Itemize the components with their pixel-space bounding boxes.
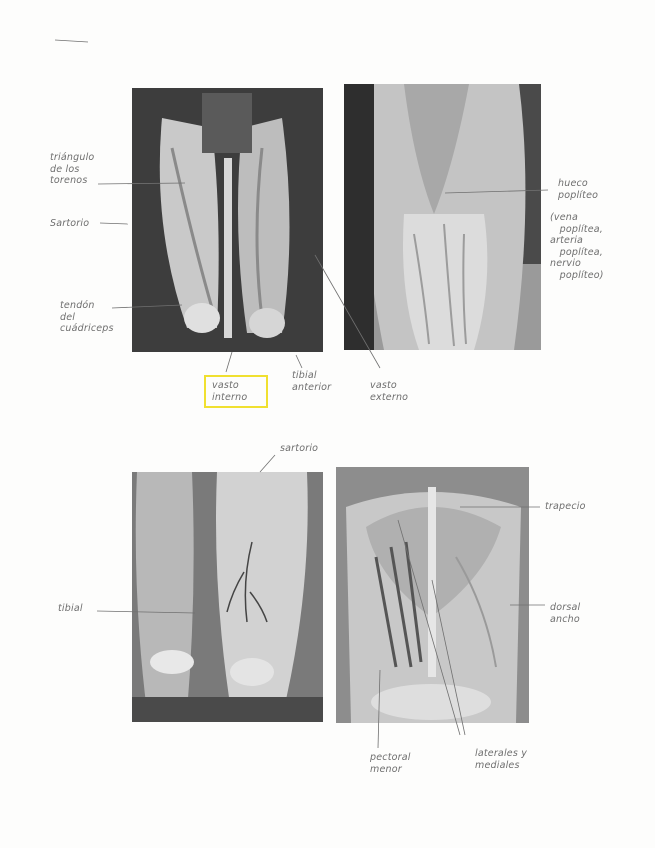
photo-posterior-leg	[132, 472, 323, 722]
label-dorsal-ancho: dorsal ancho	[550, 602, 581, 625]
label-triangulo: triángulo de los torenos	[50, 152, 95, 186]
label-popliteo-contents: (vena poplítea, arteria poplítea, nervio poplíteo)	[550, 212, 604, 281]
label-tibial-anterior: tibial anterior	[292, 370, 332, 393]
photo-popliteal-fossa	[344, 84, 541, 350]
label-trapecio: trapecio	[545, 501, 586, 512]
label-hueco-popliteo: hueco poplíteo	[558, 178, 599, 201]
label-sartorio-2: sartorio	[280, 443, 319, 454]
label-laterales-mediales: laterales y mediales	[475, 748, 528, 771]
photo-back-muscles	[336, 467, 529, 723]
label-tibial: tibial	[58, 603, 83, 614]
label-pectoral-menor: pectoral menor	[370, 752, 411, 775]
photo-anterior-thigh	[132, 88, 323, 352]
label-vasto-interno: vasto interno	[212, 380, 248, 403]
label-sartorio: Sartorio	[50, 218, 90, 229]
label-tendon-cuadriceps: tendón del cuádriceps	[60, 300, 114, 334]
label-vasto-externo: vasto externo	[370, 380, 409, 403]
